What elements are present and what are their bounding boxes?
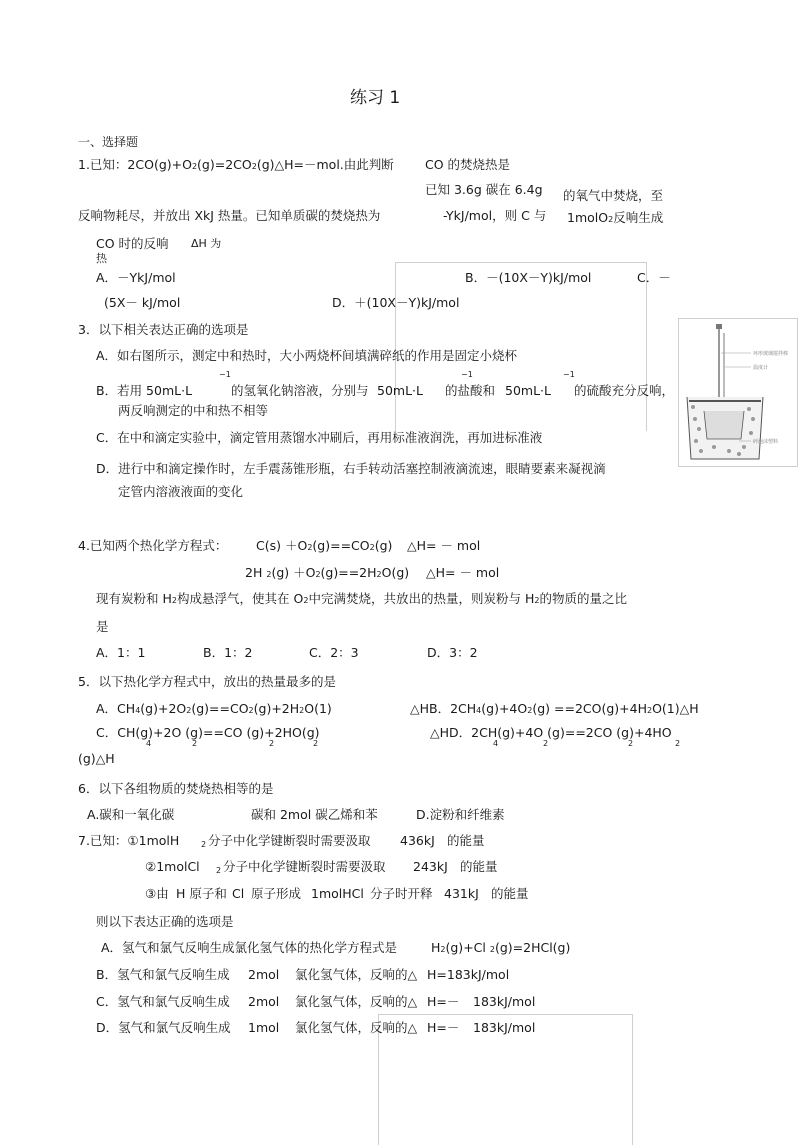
- q5-option-b: △HB．2CH4(g)+4O2(g) ==2CO(g)+4H2O(1)△H: [410, 701, 699, 716]
- q7-option-b-4: H=183kJ/mol: [427, 967, 510, 982]
- q1-line2a: 已知 3.6g 碳在 6.4g: [425, 182, 543, 197]
- q1-line1-tail: CO 的焚烧热是: [425, 157, 511, 172]
- q1-line1: 1.已知：2CO(g)+O2(g)=2CO2(g)△H=－mol.由此判断: [78, 157, 394, 172]
- q5-stem: 5．以下热化学方程式中，放出的热量最多的是: [78, 674, 336, 689]
- q7-line3d: 原子形成: [251, 886, 302, 901]
- q7-line1d: 的能量: [447, 833, 485, 848]
- sub: 4: [476, 706, 482, 715]
- q3-option-c: C．在中和滴定实验中，滴定管用蒸馏水冲刷后，再用标准液润洗，再加进标准液: [96, 430, 543, 445]
- q1-option-c-cont: (5X－ kJ/mol: [104, 295, 181, 310]
- subscript: 2: [313, 739, 319, 748]
- subscript: 2: [192, 739, 198, 748]
- sub: 2: [251, 162, 257, 171]
- q7-line3a: ③由: [145, 886, 169, 901]
- q7-line3h: 的能量: [491, 886, 529, 901]
- q7-option-b-3: 氯化氢气体，反响的△: [295, 967, 418, 982]
- figure-label-stirrer: 环形玻璃搅拌棒: [753, 351, 789, 357]
- sub: 2: [376, 570, 382, 579]
- figure-label-thermometer: 温度计: [753, 365, 769, 371]
- sub: 2: [647, 706, 653, 715]
- q7-line3f: 分子时开释: [370, 886, 433, 901]
- q7-line2c: 243kJ: [413, 859, 448, 874]
- q7-line3b: H 原子和: [176, 886, 227, 901]
- subscript: 2: [628, 739, 634, 748]
- q4-line1a: 4.已知两个热化学方程式：: [78, 538, 228, 553]
- subscript: 4: [493, 739, 499, 748]
- superscript: −1: [219, 370, 231, 379]
- q7-line3g: 431kJ: [444, 886, 479, 901]
- q7-option-b-1: B．氢气和氯气反响生成: [96, 967, 230, 982]
- q1-option-a: A．－YkJ/mol: [96, 270, 176, 285]
- subscript: 2: [201, 840, 207, 849]
- subscript: 2: [216, 866, 222, 875]
- q7-line1c: 436kJ: [400, 833, 435, 848]
- subscript: 4: [146, 739, 152, 748]
- q1-line4c: 热: [96, 252, 107, 265]
- q6-option-bc: 碳和 2mol 碳乙烯和苯: [251, 807, 378, 822]
- q1-option-d: D．＋(10X－Y)kJ/mol: [332, 295, 460, 310]
- q3-option-b-6: 的硫酸充分反响，: [574, 383, 675, 398]
- superscript: −1: [461, 370, 473, 379]
- sub: 2: [248, 706, 254, 715]
- sub: 2: [440, 945, 446, 954]
- q1-line4a: CO 时的反响: [96, 236, 169, 251]
- q7-line2a: ②1molCl: [145, 859, 200, 874]
- scan-frame-top: [395, 262, 647, 431]
- q7-option-a-1: A．氢气和氯气反响生成氯化氢气体的热化学方程式是: [101, 940, 398, 955]
- q1-line3b: -YkJ/mol，则 C 与: [443, 208, 547, 223]
- q1-line3c: 1molO2反响生成: [567, 210, 664, 225]
- q5-option-a: A．CH4(g)+2O2(g)==CO2(g)+2H2O(1): [96, 701, 332, 716]
- q7-option-d-1: D．氢气和氯气反响生成: [96, 1020, 231, 1035]
- superscript: −1: [563, 370, 575, 379]
- sub: 2: [315, 570, 321, 579]
- q4-option-d: D．3：2: [427, 645, 478, 660]
- sub: 2: [299, 706, 305, 715]
- sub: 2: [489, 945, 495, 954]
- q7-option-d-3: 氯化氢气体，反响的△: [295, 1020, 418, 1035]
- q5-continuation: (g)△H: [78, 751, 115, 766]
- q3-option-b-1: B．若用 50mL·L: [96, 383, 193, 398]
- figure-label-foam: 碎泡沫塑料: [753, 439, 779, 445]
- q4-line1-eq: C(s) ＋O2(g)==CO2(g): [256, 538, 393, 553]
- q7-option-b-2: 2mol: [248, 967, 280, 982]
- sub: 4: [135, 706, 141, 715]
- q7-option-c-2: 2mol: [248, 994, 280, 1009]
- q7-stem: 则以下表达正确的选项是: [96, 914, 234, 929]
- q5-option-d: △HD．2CH(g)+4O (g)==2CO (g)+4HO: [430, 725, 672, 740]
- sub: 2: [534, 596, 540, 605]
- sub: 2: [369, 543, 375, 552]
- sub: 2: [307, 543, 313, 552]
- q6-stem: 6．以下各组物质的焚烧热相等的是: [78, 781, 274, 796]
- q1-line4b: ΔH 为: [191, 237, 222, 250]
- q3-stem: 3．以下相关表达正确的选项是: [78, 322, 249, 337]
- page-title: 练习 1: [350, 88, 401, 108]
- q7-option-c-3: 氯化氢气体，反响的△: [295, 994, 418, 1009]
- q6-option-a: A.碳和一氧化碳: [87, 807, 175, 822]
- q4-line1e: △H= － mol: [407, 538, 481, 553]
- q1-option-b: B．－(10X－Y)kJ/mol: [465, 270, 592, 285]
- sub: 2: [191, 162, 198, 171]
- sub: 2: [527, 706, 533, 715]
- q7-line1a: 7.已知：①1molH: [78, 833, 180, 848]
- q7-line3c: Cl: [232, 886, 245, 901]
- q7-option-d-4: H=－: [427, 1020, 460, 1035]
- q5-option-c: C．CH(g)+2O (g)==CO (g)+2HO(g): [96, 725, 320, 740]
- q1-line3a: 反响物耗尽，并放出 XkJ 热量。已知单质碳的焚烧热为: [78, 208, 381, 223]
- section-heading: 一、选择题: [78, 135, 139, 149]
- q3-option-d-1: D．进行中和滴定操作时，左手震荡锥形瓶，右手转动活塞控制液滴流速，眼睛要素来凝视滴: [96, 461, 606, 476]
- calorimeter-figure: [678, 318, 798, 467]
- q7-line2d: 的能量: [460, 859, 498, 874]
- q7-option-c-1: C．氢气和氯气反响生成: [96, 994, 230, 1009]
- sub: 2: [186, 706, 192, 715]
- q6-option-d: D.淀粉和纤维素: [416, 807, 505, 822]
- q7-option-a-eq: H2(g)+Cl 2(g)=2HCl(g): [431, 940, 571, 955]
- sub: 2: [608, 215, 614, 224]
- q1-option-c: C．－: [637, 270, 671, 285]
- q7-line3e: 1molHCl: [311, 886, 364, 901]
- q4-line4: 是: [96, 619, 109, 634]
- q3-option-d-2: 定管内溶液液面的变化: [118, 484, 244, 499]
- q3-option-b-2: 的氢氧化钠溶液，分别与: [231, 383, 369, 398]
- sub: 2: [266, 570, 272, 579]
- q3-option-b-5: 50mL·L: [505, 383, 551, 398]
- q4-line2-eq: 2H 2(g) ＋O2(g)==2H2O(g): [245, 565, 410, 580]
- q1-line2b: 的氧气中焚烧，至: [563, 188, 664, 203]
- sub: 2: [303, 596, 309, 605]
- q4-line2e: △H= － mol: [426, 565, 500, 580]
- q4-line3: 现有炭粉和 H2构成悬浮气，使其在 O2中完满焚烧，共放出的热量，则炭粉与 H2的物质的量之比: [96, 591, 627, 606]
- q4-option-c: C．2：3: [309, 645, 359, 660]
- q4-option-b: B．1：2: [203, 645, 253, 660]
- q3-option-b-3: 50mL·L: [377, 383, 423, 398]
- sub: 2: [171, 596, 177, 605]
- q7-option-d-5: 183kJ/mol: [473, 1020, 536, 1035]
- q7-line2b: 分子中化学键断裂时需要汲取: [223, 859, 386, 874]
- q7-option-d-2: 1mol: [248, 1020, 280, 1035]
- calorimeter-drawing: [679, 319, 797, 466]
- q7-option-c-4: H=－: [427, 994, 460, 1009]
- subscript: 2: [269, 739, 275, 748]
- q3-option-a: A．如右图所示，测定中和热时，大小两烧杯间填满碎纸的作用是固定小烧杯: [96, 348, 518, 363]
- q4-option-a: A．1：1: [96, 645, 146, 660]
- q7-line1b: 分子中化学键断裂时需要汲取: [208, 833, 371, 848]
- subscript: 2: [675, 739, 681, 748]
- q7-option-c-5: 183kJ/mol: [473, 994, 536, 1009]
- q3-option-b-4: 的盐酸和: [445, 383, 496, 398]
- q3-option-b-7: 两反响测定的中和热不相等: [118, 403, 269, 418]
- subscript: 2: [543, 739, 549, 748]
